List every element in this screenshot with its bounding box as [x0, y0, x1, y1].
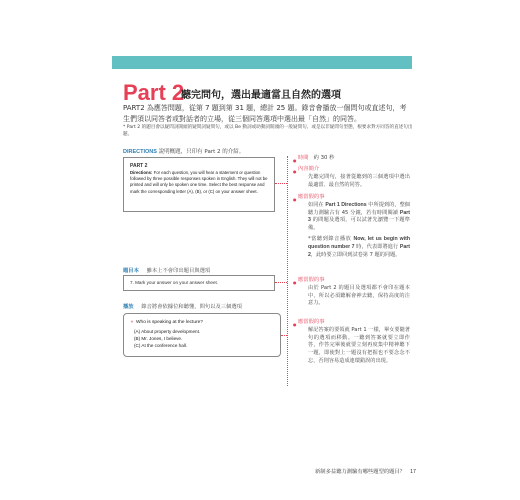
notice-1-star [298, 236, 410, 259]
question-section-label: 題目本 [123, 268, 139, 274]
audio-option: (A) About property development. [134, 329, 201, 334]
directions-label: DIRECTIONS [123, 149, 157, 155]
directions-box-bold: Directions: [130, 170, 153, 175]
part-label: Part 2 [123, 80, 185, 105]
audio-section-text: 錄音將會依據位和聽懂，問句以及三個選項 [141, 304, 242, 310]
notice-1-bold-a: Part 1 Directions [325, 201, 367, 208]
intro-note: * Part 2 的題目會以疑問詞開頭的疑問詞疑問句，或以 Be 動詞或助動詞開頭的一般疑問句、或是以非疑問句型態，根要求對方同答的直述句出題。 [123, 125, 413, 137]
question-box [123, 275, 275, 291]
audio-option: (B) Mr. Jones, I believe. [134, 336, 183, 341]
header-accent-bar [112, 56, 412, 69]
directions-box-heading: PART 2 [130, 163, 148, 169]
notice-1-text-b: 中所提到的，整個聽力測驗古有 45 分鐘，若有時間閱讀 [308, 201, 410, 216]
page-number: 17 [410, 469, 416, 475]
audio-question [130, 319, 274, 325]
connector-line [281, 335, 287, 336]
bullet-icon: ● [293, 280, 297, 285]
notice-2-text: 由於 Part 2 的題目及選項都不會印在題本中，所以必須聽解會神去聽，保持高度的注意力。 [308, 284, 410, 307]
time-value: 約 30 秒 [313, 155, 335, 161]
bullet-icon: ● [293, 169, 297, 174]
audio-question-text: Who is speaking at the lecture? [136, 320, 203, 325]
notice-3-label: 應當假的事 [298, 319, 325, 325]
bullet-icon: ● [293, 158, 297, 163]
question-section-text: 雖本上不會印出題目與選項 [146, 268, 211, 274]
notice-1-star-bold: Now, let us begin with question number 7 [308, 235, 410, 250]
notice-1-text-c: 的問題及選項，可以試著先瀏覽一下題準備。 [308, 217, 410, 232]
time-note [298, 155, 410, 163]
notice-3-text: 解記答案的要領就 Part 1 一樣，畢女要隨著句的選項而移動。一聽到答案就要立即作答，作答完畢後就要立刻再度集中精神聽下一題，即使對上一題沒有把握也不要念念不忘，否則容易造成連環錯誤的出現。 [308, 326, 410, 364]
audio-section-line [123, 302, 242, 310]
content-text: 先聽完問句，接著從聽到的三個選項中選出最適當、最自然的同答。 [308, 173, 410, 188]
directions-box-body: For each question, you will hear a statement or question followed by three possible responses spoken in English. They will not be printed and will only be spoken one time. Select the best response and mark the corresponding letter (A), (B), or (C) on your answer sheet. [130, 170, 268, 194]
notice-1-star-b: 時，代表即將進行 [354, 243, 400, 250]
notice-2-label: 應當假的事 [298, 277, 325, 283]
time-row [298, 155, 410, 163]
content-note [298, 166, 410, 189]
question-section-line [123, 266, 210, 274]
time-label: 時間 [298, 155, 309, 161]
audio-section-label: 播放 [123, 304, 134, 310]
connector-line [275, 282, 287, 283]
question-box-text: 7. Mark your answer on your answer sheet. [130, 280, 219, 285]
speaker-icon: ◑ [130, 319, 134, 325]
intro-paragraph: PART2 為應答問題，從第 7 題到第 31 題，總計 25 題。錄音會播放一個問句或直述句，考生們須以同答者或對話者的立場，從三個同答選項中選出最「自然」的同答。 [123, 104, 407, 123]
connector-line [287, 156, 288, 386]
directions-line [123, 147, 244, 155]
part-title: 聽完問句，選出最適當且自然的選項 [181, 90, 341, 101]
page-footer [315, 467, 416, 475]
notice-1-text-a: 如同在 [308, 201, 326, 208]
notice-2 [298, 277, 410, 308]
notice-1-label: 應當假的事 [298, 194, 325, 200]
bullet-icon: ● [293, 197, 297, 202]
notice-3 [298, 319, 410, 366]
directions-text: 說明概題，只印有 Part 2 的介紹。 [158, 149, 245, 155]
bullet-icon: ● [293, 322, 297, 327]
notice-1-star-a: *當聽到錄音播放 [308, 235, 354, 242]
notice-1-star-bold2: Part 2 [308, 243, 410, 258]
audio-option: (C) At the conference hall. [134, 343, 188, 348]
notice-1 [298, 194, 410, 259]
directions-box [123, 157, 275, 212]
content-label: 內容簡介 [298, 166, 320, 172]
notice-1-text [298, 202, 410, 233]
audio-box [123, 313, 281, 357]
notice-1-bold-b: Part 3 [308, 209, 410, 224]
directions-box-text [130, 170, 268, 195]
notice-1-star-c: ，此時要立即回到試卷第 7 題的同題。 [310, 251, 401, 258]
connector-line [275, 183, 287, 184]
footer-text: 新制多益聽力測驗有哪些題型的題目？ [315, 469, 406, 475]
